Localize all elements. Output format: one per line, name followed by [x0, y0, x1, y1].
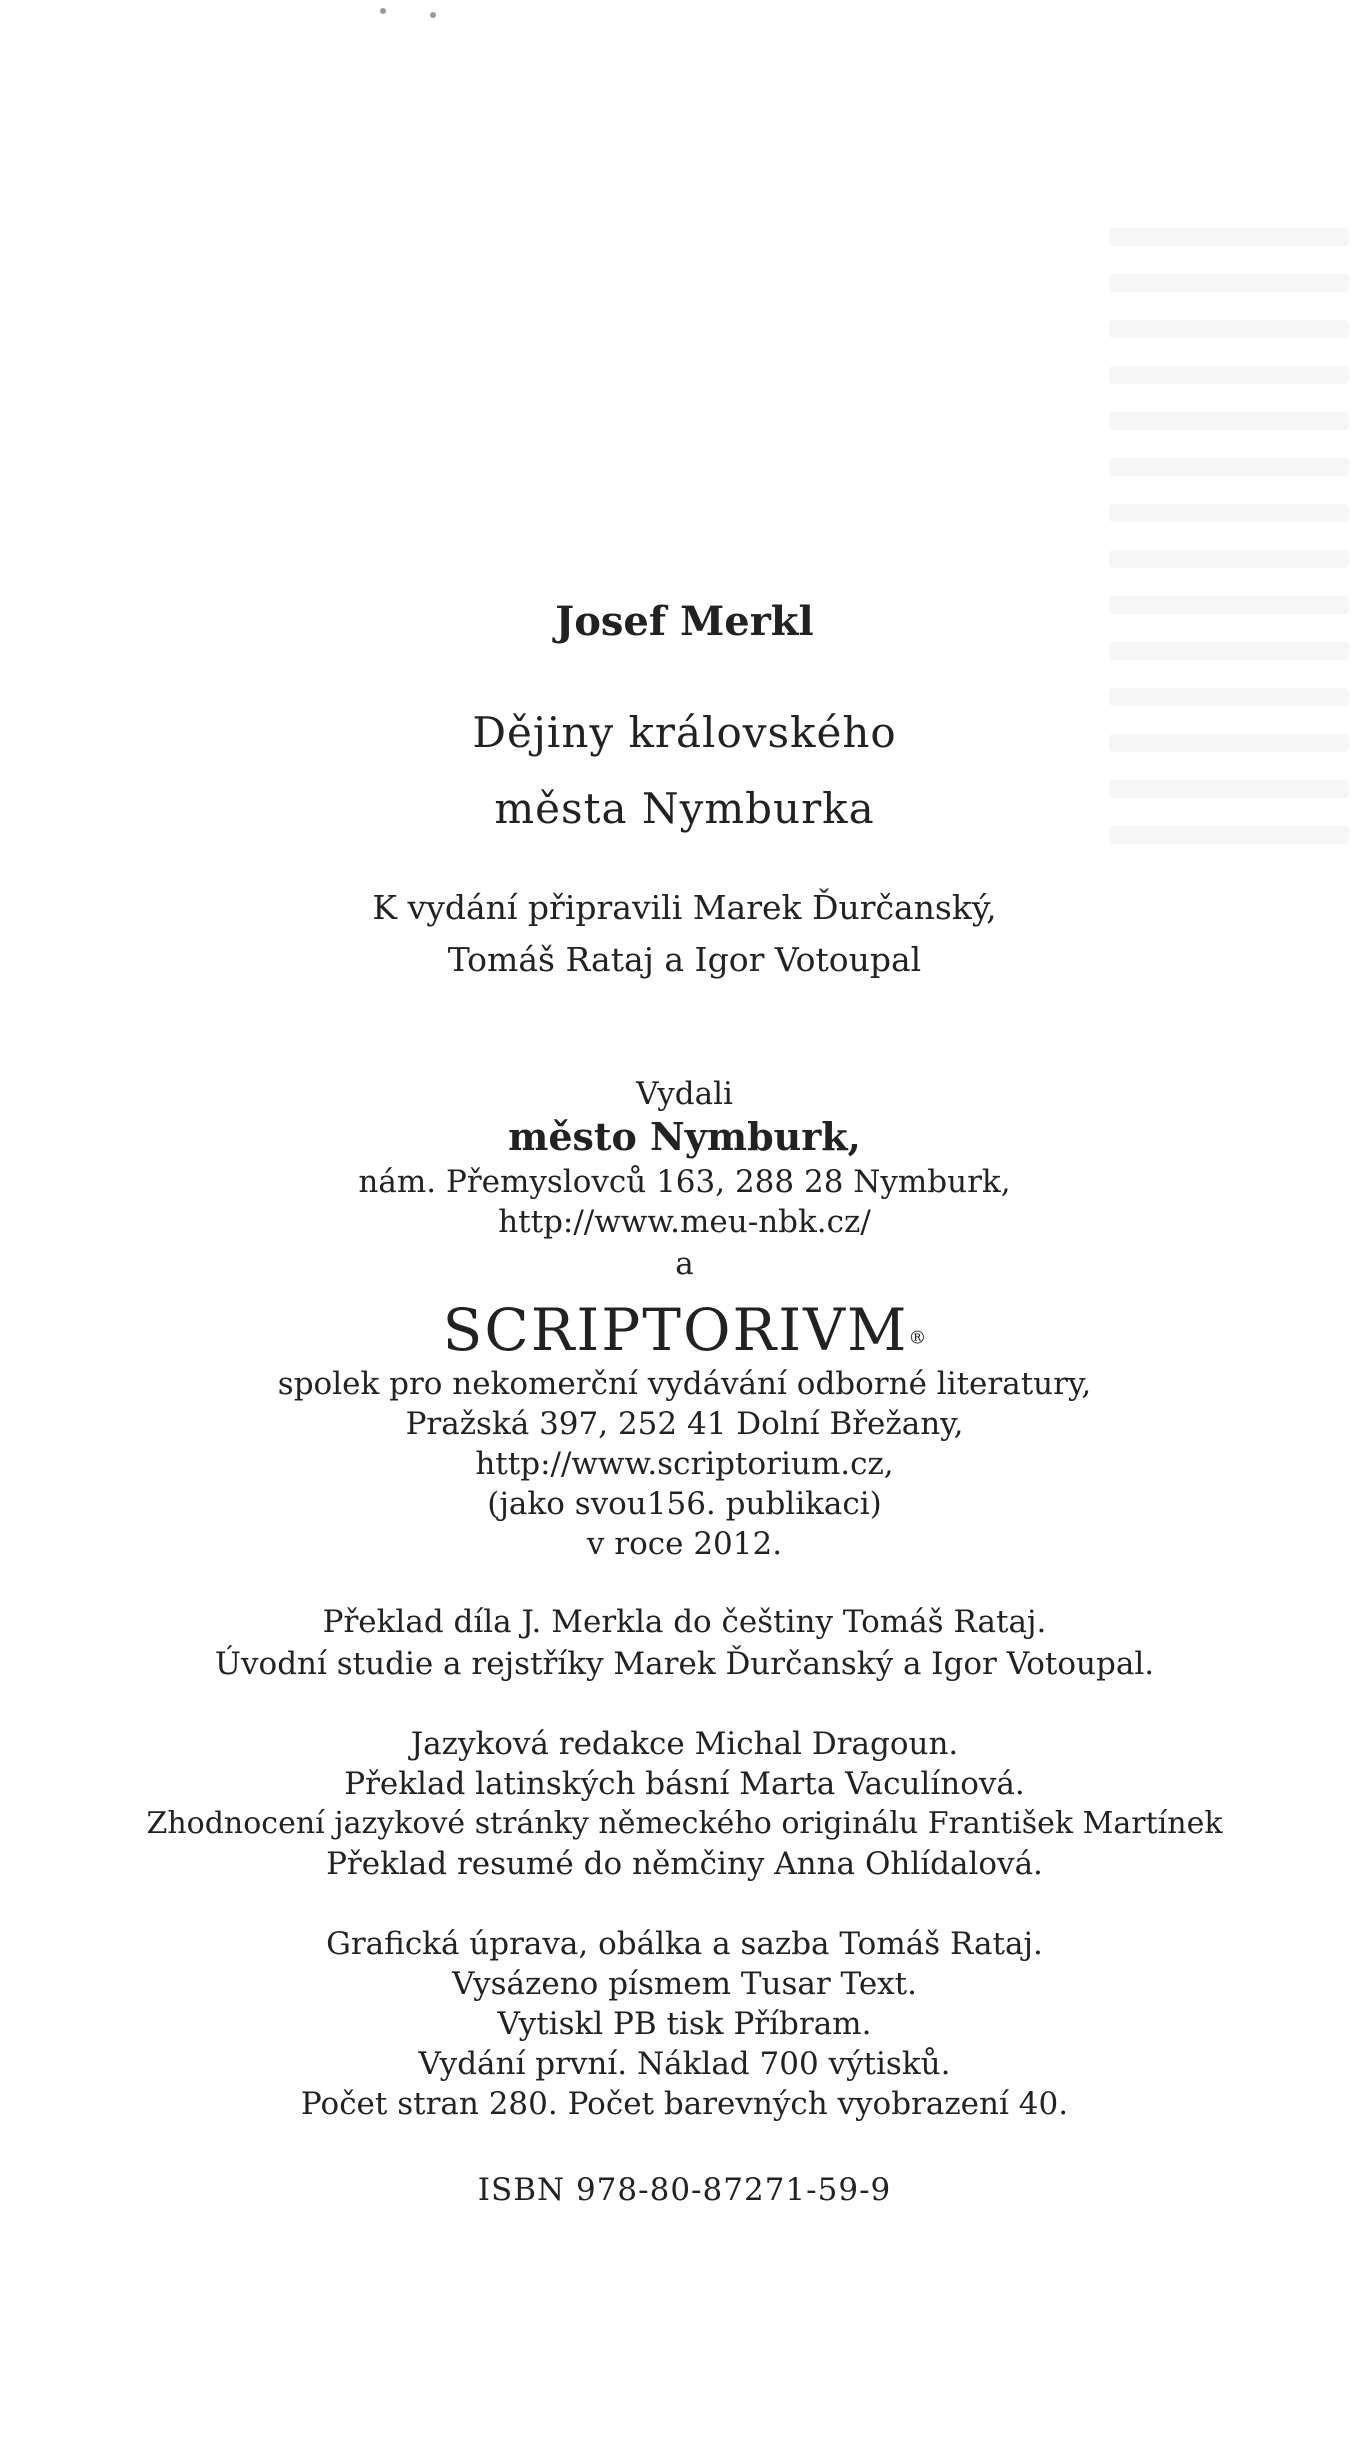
- scriptorium-logo-text: SCRIPTORIVM: [442, 1296, 909, 1364]
- publication-number: (jako svou156. publikaci): [487, 1486, 882, 1522]
- editors-line1: K vydání připravili Marek Ďurčanský,: [372, 888, 997, 927]
- book-title-line1: Dějiny královského: [472, 708, 897, 757]
- credit-production-3: Vytiskl PB tisk Příbram.: [497, 2006, 872, 2042]
- credit-language-2: Překlad latinských básní Marta Vaculínová.: [344, 1766, 1025, 1802]
- isbn: ISBN 978-80-87271-59-9: [477, 2172, 892, 2208]
- publisher2-address: Pražská 397, 252 41 Dolní Břežany,: [405, 1406, 964, 1442]
- credit-production-1: Grafická úprava, obálka a sazba Tomáš Rataj.: [326, 1926, 1043, 1962]
- publisher1-name: město Nymburk,: [508, 1114, 861, 1159]
- credit-language-3: Zhodnocení jazykové stránky německého originálu František Martínek: [146, 1806, 1223, 1841]
- scriptorium-logo: [0, 1296, 1369, 1364]
- publisher1-address: nám. Přemyslovců 163, 288 28 Nymburk,: [358, 1164, 1011, 1200]
- credit-translation-1: Překlad díla J. Merkla do češtiny Tomáš Rataj.: [322, 1604, 1047, 1640]
- registered-mark: ®: [908, 1327, 927, 1349]
- credit-production-5: Počet stran 280. Počet barevných vyobrazení 40.: [300, 2086, 1069, 2122]
- paper-speck: [380, 8, 386, 14]
- credit-language-4: Překlad resumé do němčiny Anna Ohlídalová.: [326, 1846, 1043, 1882]
- paper-speck: [430, 12, 436, 18]
- editors-line2: Tomáš Rataj a Igor Votoupal: [447, 940, 922, 979]
- author-name: Josef Merkl: [555, 598, 814, 645]
- conjunction: a: [675, 1246, 694, 1282]
- publisher2-description: spolek pro nekomerční vydávání odborné literatury,: [277, 1366, 1092, 1402]
- publisher1-url: http://www.meu-nbk.cz/: [498, 1204, 871, 1240]
- credit-production-2: Vysázeno písmem Tusar Text.: [452, 1966, 917, 2002]
- credit-language-1: Jazyková redakce Michal Dragoun.: [410, 1726, 959, 1762]
- published-by-label: Vydali: [636, 1076, 733, 1112]
- credit-translation-2: Úvodní studie a rejstříky Marek Ďurčanský a Igor Votoupal.: [214, 1646, 1155, 1682]
- publisher2-url: http://www.scriptorium.cz,: [475, 1446, 894, 1482]
- credit-production-4: Vydání první. Náklad 700 výtisků.: [418, 2046, 951, 2082]
- publication-year: v roce 2012.: [586, 1526, 783, 1562]
- book-title-line2: města Nymburka: [494, 784, 875, 833]
